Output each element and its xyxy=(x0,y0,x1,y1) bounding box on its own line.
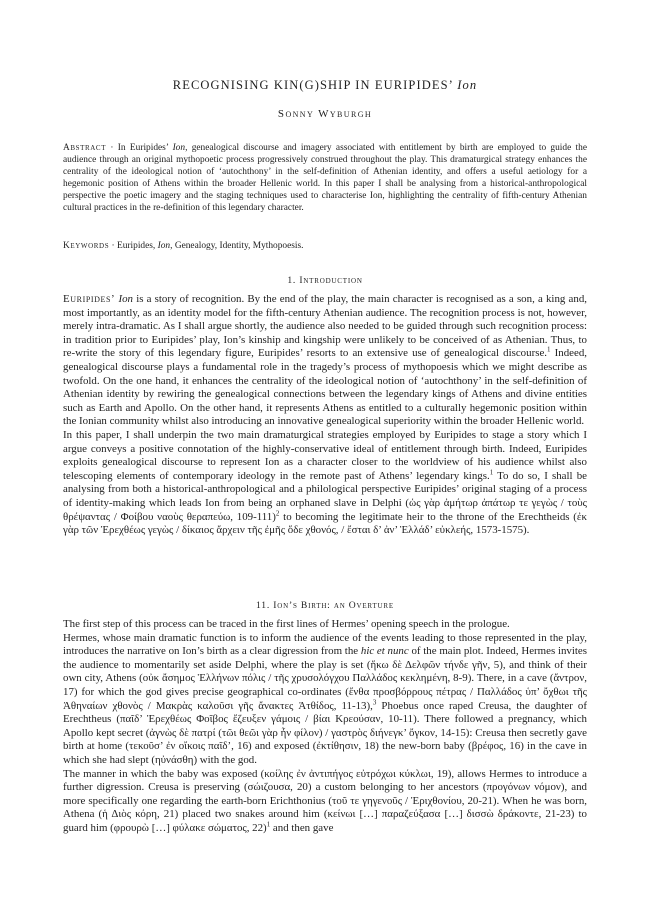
paragraph-text: Phoebus once raped Creusa, the daughter of Erechtheus (παῖδ’ Ἐρεχθέως Φοῖβος ἔζευξεν γάμοις / βίαι Κρεούσαν, 10-11). There followed a pregnancy, which Apollo kept secret (ἀγνὼς δὲ πατρί (τῶι θεῶι γὰρ ἦν φίλον) / γαστρὸς διήνεγκ’ ὄγκον, 14-15): Creusa then secretly gave birth at home (τεκοῦσ’ ἐν οἴκοις παῖδ’, 16) and exposed (ἐκτίθησιν, 18) the new-born baby (βρέφος, 16) in the cave in which she had slept (ηὐνάσθη) with the god. xyxy=(63,699,587,766)
paragraph-text: Indeed, genealogical discourse plays a fundamental role in the tragedy’s process of mythopoesis which we might describe as twofold. On the one hand, it enhances the centrality of the ideological notion of ‘autochthony’ in the self-definition of Athenian identity by rewiring the genealogical connections between the legendary kings of Athens and divine entities such as Earth and Apollo. On the other hand, it represents Athens as entitled to a culturally hegemonic position within the Ionian community whilst also introducing an innovative genealogical superiority within the broader Hellenic world. xyxy=(63,347,587,428)
paragraph xyxy=(63,429,587,538)
paragraph-text: To do so, I shall be analysing from both a historical-anthropological and a philological perspective Euripides’ original staging of a process of identity-making which leads Ion from being an orphaned slave in Delphi (ὡς γὰρ ἀμήτωρ ἀπάτωρ τε γεγὼς / τοὺς θρέψαντας / Φοίβου ναοὺς θεραπεύω, 109-111) xyxy=(63,469,587,523)
footnote-ref: 1 xyxy=(547,345,551,354)
paragraph-text: and then gave xyxy=(270,821,334,834)
footnote-ref: 3 xyxy=(372,697,377,706)
paragraph-lead: Euripides’ xyxy=(63,293,116,305)
footnote-ref: 2 xyxy=(275,508,280,517)
section-introduction-body xyxy=(63,293,587,538)
title-italic: Ion xyxy=(457,78,478,92)
footnote-ref: 1 xyxy=(489,468,494,477)
article-title xyxy=(0,78,650,93)
paragraph-text: In this paper, I shall underpin the two main dramaturgical strategies employed by Euripides to stage a story which I argue conveys a positive connotation of the highly-conservative ideal of entitlement through birth. Indeed, Euripides exploits genealogical discourse to represent Ion as a character closer to the worldview of his audience whilst also telescoping elements of contemporary ideology in the remote past of Athens’ legendary kings. xyxy=(63,428,587,482)
paragraph-text: The manner in which the baby was exposed (κοίλης ἐν ἀντιπήγος εὐτρόχωι κύκλωι, 19), allows Hermes to introduce a further digression. Creusa is preserving (σώιζουσα, 20) a custom belonging to her ancestors (προγόνων νόμον), and more specifically one regarding the earth-born Erichthonius (τοῦ τε γηγενοῦς / Ἐριχθονίου, 20-21). When he was born, Athena (ἡ Διὸς κόρη, 21) placed two snakes around him (κείνωι […] παραζεύξασα […] δισσὼ δράκοντε, 21-23) to guard him (φρουρὼ […] φύλακε σώματος, 22) xyxy=(63,767,587,834)
abstract-label: Abstract xyxy=(63,143,107,153)
title-text: RECOGNISING KIN(G)SHIP IN EURIPIDES’ xyxy=(172,78,453,92)
section-heading-introduction: 1. Introduction xyxy=(287,275,363,286)
abstract-text-b: , genealogical discourse and imagery associated with entitlement by birth are employed to guide the audience through an original mythopoetic process progressively construed throughout the play. This dramaturgical strategy enhances the centrality of the ideological notion of ‘autochthony’ in the self-definition of Athenian identity, and offers a useful aetiology for a hegemonic position of Athens within the broader Hellenic world. In this paper I shall be analysing from a historical-anthropological perspective the poetic imagery and the staging techniques used to characterise Ion, highlighting the centrality of fifth-century Athenian cultural practices in the re-definition of this legendary character. xyxy=(63,143,588,213)
abstract-text-a: In Euripides’ xyxy=(117,143,173,153)
paragraph-italic: hic et nunc xyxy=(360,645,409,658)
paragraph-text: is a story of recognition. By the end of the play, the main character is recognised as a son, a king and, most importantly, as an identity model for the fifth-century Athenian audience. The recognition process is not, however, merely intra-dramatic. As I shall argue shortly, the audience also needed to be guided through such recognition process: in tradition prior to Euripides’ play, Ion’s kinship and kingship were unlikely to be conceived of as Athenian. Thus, to re-write the story of this legendary figure, Euripides’ resorts to an extensive use of genealogical discourse. xyxy=(63,293,587,360)
keywords-text-b: , Genealogy, Identity, Mythopoesis. xyxy=(170,241,304,251)
section-ions-birth-body xyxy=(63,618,587,836)
keywords xyxy=(63,240,587,252)
keywords-text-italic: Ion xyxy=(157,241,171,251)
keywords-sep: · xyxy=(109,241,117,251)
article-author: Sonny Wyburgh xyxy=(277,108,373,120)
paragraph: The first step of this process can be traced in the first lines of Hermes’ opening speech in the prologue. xyxy=(63,618,510,630)
footnote-ref: 1 xyxy=(266,820,271,829)
paragraph-text: Hermes, whose main dramatic function is to inform the audience of the events leading to those represented in the play, introduces the narrative on Ion’s birth as a clear digression from the xyxy=(63,631,587,658)
paragraph xyxy=(63,293,587,429)
paragraph-text: to becoming the legitimate heir to the throne of the Erechtheids (ἐκ γὰρ τῶν Ἐρεχθέως γεγὼς / δίκαιος ἄρχειν τῆς ἐμῆς ὅδε χθονός, / ἔσται δ’ ἀν’ Ἑλλάδ’ εὐκλεής, 1573-1575). xyxy=(63,510,587,537)
paragraph-text: of the main plot. Indeed, Hermes invites the audience to momentarily set aside Delphi, where the play is set (ἥκω δὲ Δελφῶν τήνδε γῆν, 5), and think of their own city, Athens (οὐκ ἄσημος Ἑλλήνων πόλις / τῆς χρυσολόγχου Παλλάδος κεκλημένη, 8-9). There, in a cave (ἄντρον, 17) for which the god gives precise geographical co-ordinates (ἔνθα προσβόρρους πέτρας / Παλλάδος ὑπ’ ὄχθωι τῆς Ἀθηναίων χθονὸς / Μακρὰς καλοῦσι γῆς ἄνακτες Ἀτθίδος, 11-13), xyxy=(63,645,588,712)
abstract-text-italic: Ion xyxy=(172,143,186,153)
keywords-text-a: Euripides, xyxy=(117,241,158,251)
paragraph xyxy=(63,632,587,768)
section-heading-ions-birth: 11. Ion’s Birth: an Overture xyxy=(256,600,394,611)
keywords-label: Keywords xyxy=(63,241,110,251)
paragraph-italic: Ion xyxy=(118,293,134,305)
abstract xyxy=(63,142,587,214)
abstract-sep: · xyxy=(106,143,118,153)
paragraph xyxy=(63,768,587,836)
